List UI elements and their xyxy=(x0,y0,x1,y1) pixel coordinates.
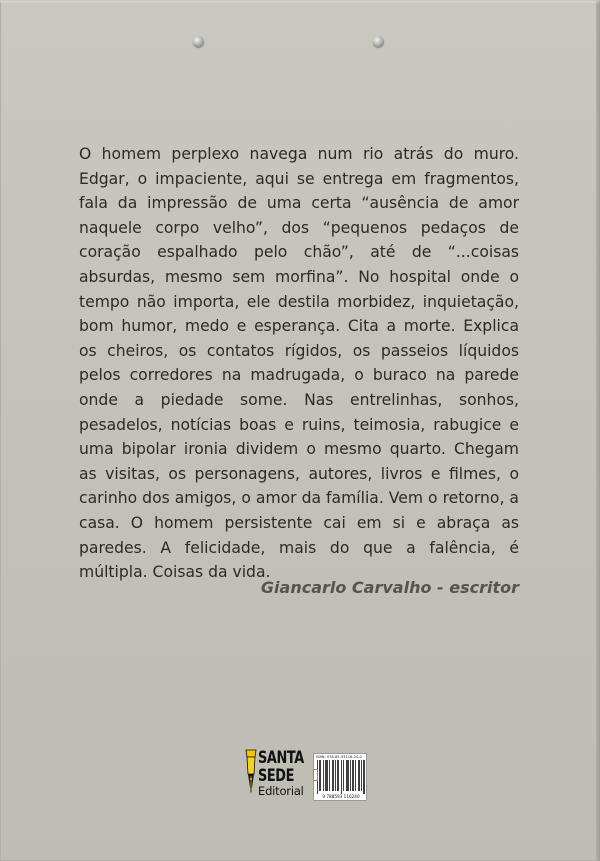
barcode-stripe xyxy=(323,760,324,791)
barcode-stripe xyxy=(333,760,334,791)
barcode-stripe xyxy=(346,760,347,791)
publisher-name-line3: Editorial xyxy=(258,784,304,798)
barcode-stripe xyxy=(355,760,356,791)
barcode-stripe xyxy=(359,760,360,791)
price-tag-icon xyxy=(313,769,318,781)
isbn-label: ISBN: 978-85-93116-24-0 xyxy=(316,755,362,759)
publisher-logo xyxy=(244,748,308,800)
barcode-stripe xyxy=(361,760,362,791)
barcode-stripe xyxy=(348,760,349,791)
fountain-pen-icon xyxy=(244,748,258,800)
publisher-name-line1: SANTA xyxy=(258,748,304,767)
rivet-right-icon xyxy=(373,36,384,47)
publisher-name-line2: SEDE xyxy=(258,766,294,785)
isbn-number: 9 788593 116240 xyxy=(322,794,360,799)
isbn-barcode xyxy=(313,753,367,801)
barcode-stripe xyxy=(320,760,321,791)
barcode-stripe xyxy=(363,760,364,794)
rivet-left-icon xyxy=(193,36,204,47)
barcode-stripe xyxy=(350,760,351,791)
barcode-stripe xyxy=(358,760,359,791)
cover-edge xyxy=(596,0,600,861)
barcode-stripe xyxy=(338,760,339,791)
barcode-stripe xyxy=(327,760,328,791)
author-signature: Giancarlo Carvalho - escritor xyxy=(260,578,519,597)
barcode-stripe xyxy=(353,760,354,791)
barcode-stripe xyxy=(332,760,333,791)
blurb-text: O homem perplexo navega num rio atrás do muro. Edgar, o impaciente, aqui se entrega em fragmentos, fala da impressão de uma certa “ausência de amor naquele corpo velho”, dos “pequenos pedaços de coração espalhado pelo chão”, até de “...coisas absurdas, mesmo sem morfina”. No hospital onde o tempo não importa, ele destila morbidez, inquietação, bom humor, medo e esperança. Cita a morte. Explica os cheiros, os contatos rígidos, os passeios líquidos pelos corredores na madrugada, o buraco na parede onde a piedade some. Nas entrelinhas, sonhos, pesadelos, notícias boas e ruins, teimosia, rabugice e uma bipolar ironia dividem o mesmo quarto. Chegam as visitas, os personagens, autores, livros e filmes, o carinho dos amigos, o amor da família. Vem o retorno, a casa. O homem persistente cai em si e abraça as paredes. A felicidade, mais do que a falência, é múltipla. Coisas da vida. xyxy=(79,145,519,582)
barcode-stripe xyxy=(364,760,365,794)
barcode-stripe xyxy=(319,760,320,791)
barcode-stripe xyxy=(341,760,342,794)
barcode-stripe xyxy=(335,760,336,791)
barcode-stripe xyxy=(325,760,326,791)
barcode-stripe xyxy=(352,760,353,791)
barcode-stripe xyxy=(343,760,344,791)
barcode-stripe xyxy=(337,760,338,791)
barcode-bars xyxy=(317,760,365,794)
barcode-stripe xyxy=(326,760,327,791)
barcode-stripe xyxy=(347,760,348,791)
barcode-stripe xyxy=(329,760,330,791)
